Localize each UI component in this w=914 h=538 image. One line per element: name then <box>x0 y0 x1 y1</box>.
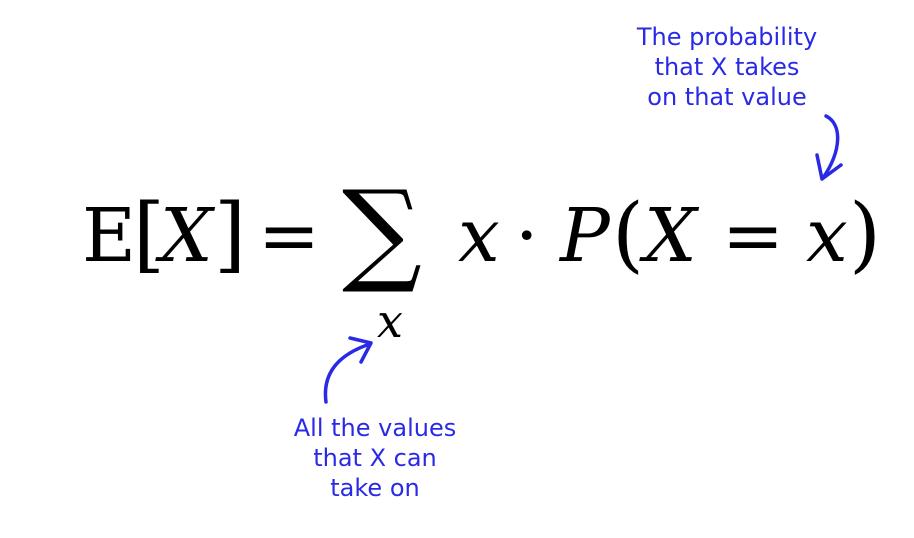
summation-symbol: ∑ <box>342 167 422 297</box>
values-annotation-line-2: that X can <box>313 444 437 472</box>
right-bracket: ] <box>214 187 246 282</box>
expectation-operator: E <box>82 193 137 279</box>
probability-function: P <box>560 193 610 279</box>
values-arrow <box>325 344 370 402</box>
values-annotation-line-3: take on <box>330 474 420 502</box>
right-parenthesis: ) <box>849 187 881 282</box>
inner-equals-sign: = <box>722 193 785 279</box>
inner-value-x: x <box>806 193 848 279</box>
random-variable-x: X <box>160 193 213 279</box>
values-annotation-line-1: All the values <box>293 414 457 442</box>
multiplication-dot: · <box>515 193 539 279</box>
inner-variable-x: X <box>644 193 697 279</box>
term-x: x <box>458 193 500 279</box>
probability-annotation-line-3: on that value <box>647 83 807 111</box>
probability-annotation-line-2: that X takes <box>654 53 800 81</box>
summation-index: x <box>377 294 403 348</box>
probability-annotation-line-1: The probability <box>636 23 818 51</box>
equals-sign: = <box>258 193 321 279</box>
left-bracket: [ <box>133 187 165 282</box>
left-parenthesis: ( <box>612 187 644 282</box>
